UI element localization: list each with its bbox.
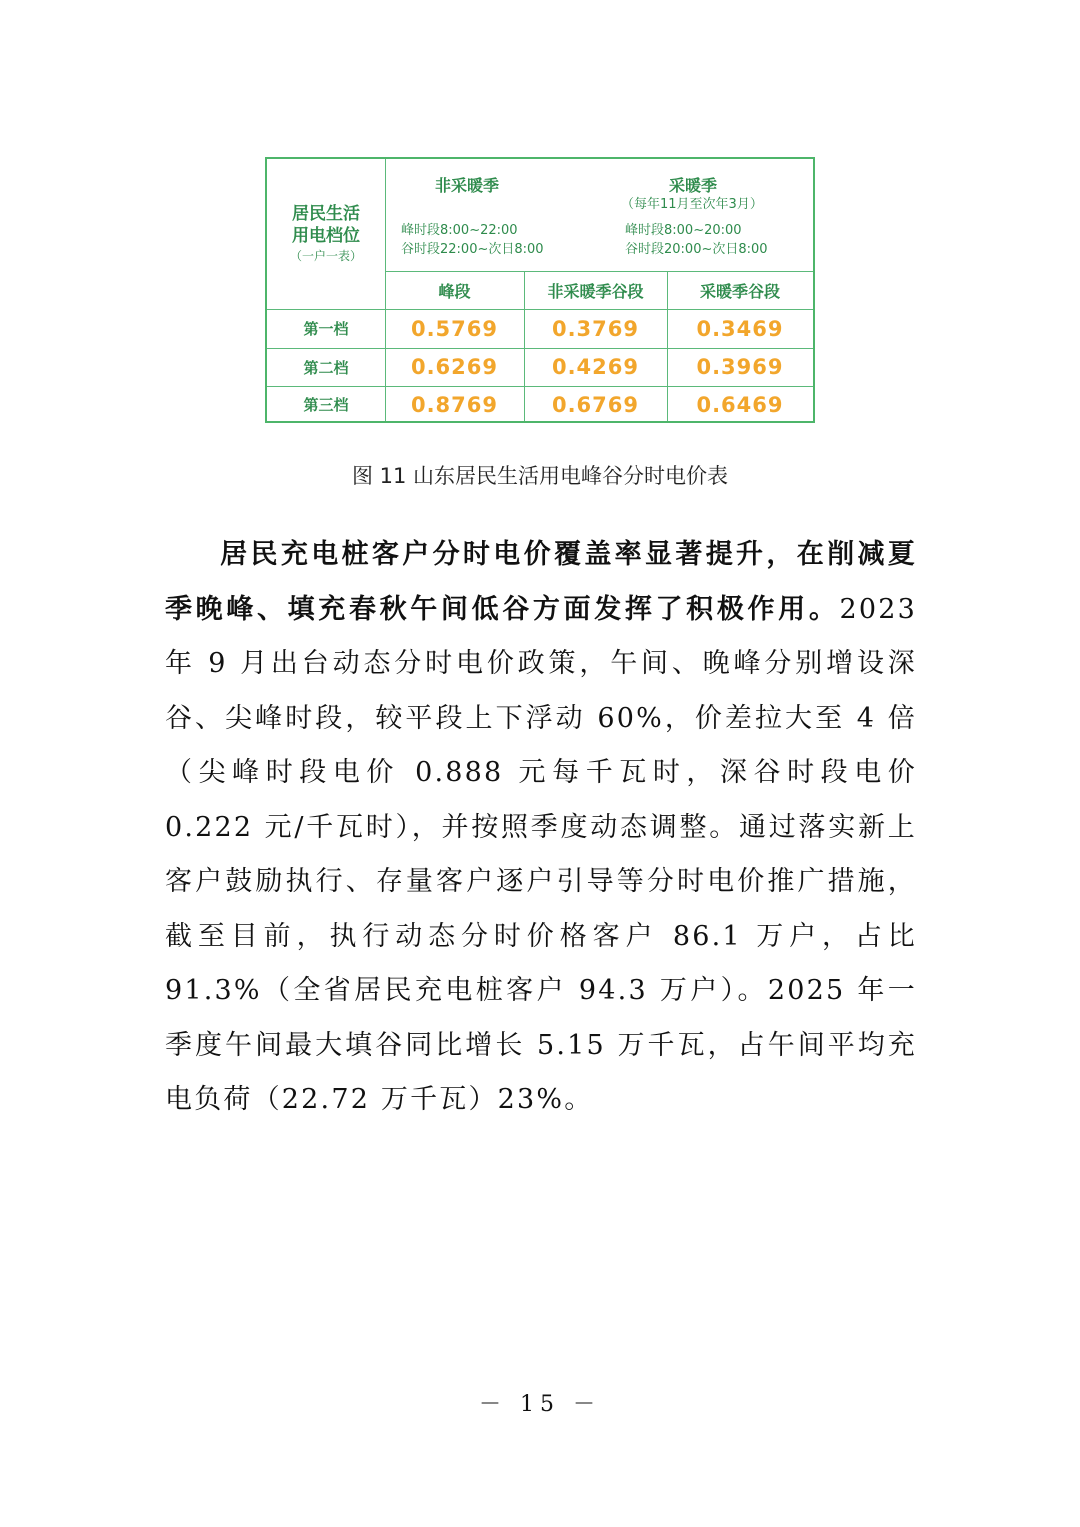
price-cell: 0.3769 [551,316,640,341]
price-cell: 0.5769 [410,316,499,341]
heating-season-header [607,159,815,271]
non-heating-valley: 谷时段22:00~次日8:00 [401,242,544,257]
row-label-tier-1: 第一档 [303,320,349,338]
col-header-peak: 峰段 [438,281,471,301]
heating-valley: 谷时段20:00~次日8:00 [625,242,768,257]
table-corner-header [267,159,385,309]
heating-note: （每年11月至次年3月） [621,197,763,212]
body-paragraph [165,528,917,1128]
corner-line-3: （一户一表） [289,248,362,263]
paragraph-lead: 居民充电桩客户分时电价覆盖率显著提升，在削减夏季晚峰、填充春秋午间低谷方面发挥了积极作用。 [165,539,917,625]
price-table-figure [265,157,815,423]
price-cell: 0.6769 [551,392,640,417]
price-cell: 0.3969 [696,355,784,379]
paragraph-text: 2023 年 9 月出台动态分时电价政策，午间、晚峰分别增设深谷、尖峰时段，较平段上下浮动 60%，价差拉大至 4 倍（尖峰时段电价 0.888 元每千瓦时，深谷时段电价 0.222 元/千瓦时），并按照季度动态调整。通过落实新上客户鼓励执行、存量客户逐户引导等分时电价推广措施，截至目前，执行动态分时价格客户 86.1 万户，占比 91.3%（全省居民充电桩客户 94.3 万户）。2025 年一季度午间最大填谷同比增长 5.15 万千瓦，占午间平均充电负荷（22.72 万千瓦）23%。 [165,593,917,1115]
price-cell: 0.8769 [410,392,499,417]
non-heating-season-header [385,159,585,271]
row-label-tier-3: 第三档 [303,396,349,414]
non-heating-peak: 峰时段8:00~22:00 [401,223,518,238]
non-heating-title: 非采暖季 [435,176,500,195]
page-number: － 15 － [479,1392,601,1417]
figure-caption: 图 11 山东居民生活用电峰谷分时电价表 [351,464,729,488]
price-cell: 0.6269 [410,355,499,379]
row-label-tier-2: 第二档 [303,358,349,377]
heating-peak: 峰时段8:00~20:00 [625,223,742,238]
col-header-non-heating-valley: 非采暖季谷段 [547,281,644,301]
col-header-heating-valley: 采暖季谷段 [699,281,780,301]
corner-line-2: 用电档位 [292,225,360,246]
price-cell: 0.6469 [696,392,784,417]
heating-title: 采暖季 [669,176,718,195]
price-cell: 0.4269 [551,355,640,379]
corner-line-1: 居民生活 [292,203,360,224]
price-cell: 0.3469 [696,316,784,341]
